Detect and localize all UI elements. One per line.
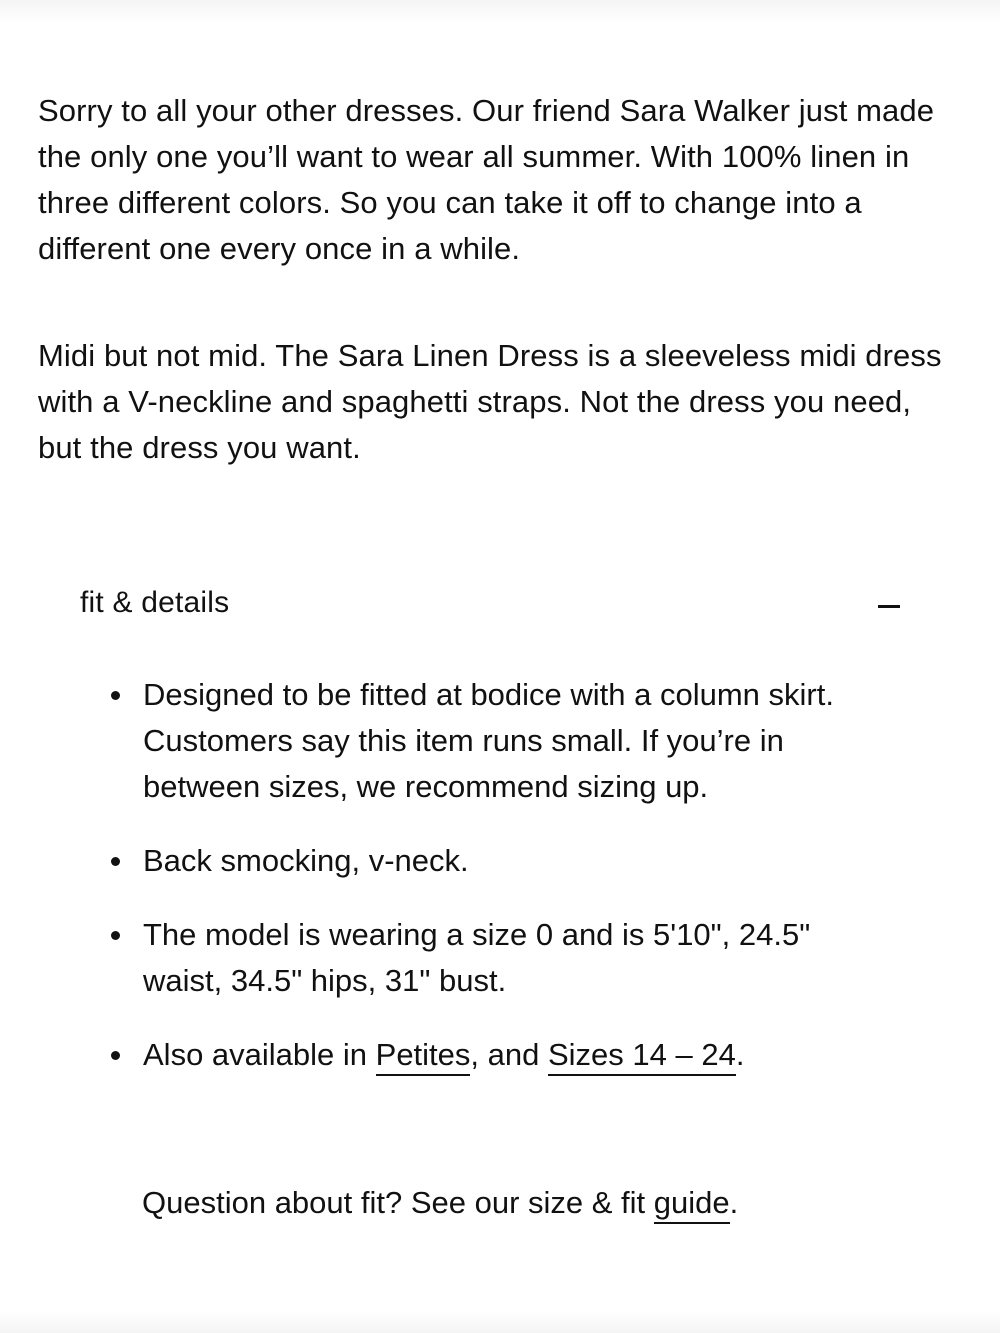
description-paragraph: Midi but not mid. The Sara Linen Dress is a sleeveless midi dress with a V-neckline and spaghetti straps. Not the dress you need, but the dress you want. [38, 338, 942, 465]
bullet-icon [111, 931, 120, 940]
minus-icon[interactable] [878, 605, 900, 608]
fit-details-title: fit & details [80, 586, 230, 619]
bullet-icon [111, 1051, 120, 1060]
fit-question [142, 1180, 738, 1226]
availability-middle: , and [470, 1037, 548, 1072]
list-item-text: The model is wearing a size 0 and is 5'10", 24.5" waist, 34.5" hips, 31" bust. [143, 917, 811, 998]
list-item [100, 1032, 890, 1078]
fit-question-suffix: . [729, 1185, 739, 1220]
list-item [100, 912, 890, 1004]
fit-details-accordion-header[interactable] [80, 578, 900, 628]
description-paragraph: Sorry to all your other dresses. Our friend Sara Walker just made the only one you’ll want to wear all summer. With 100% linen in three different colors. So you can take it off to change into a different one every once in a while. [38, 93, 935, 266]
list-item [100, 672, 890, 810]
list-item [100, 838, 890, 884]
availability-prefix: Also available in [143, 1037, 376, 1072]
list-item-text: Back smocking, v-neck. [143, 843, 469, 878]
sizes-14-24-link[interactable]: Sizes 14 – 24 [548, 1037, 736, 1076]
list-item-text: Designed to be fitted at bodice with a column skirt. Customers say this item runs small. If you’re in between sizes, we recommend sizing up. [143, 677, 834, 804]
bullet-icon [111, 857, 120, 866]
fit-details-list [100, 672, 890, 1106]
top-edge-shadow [0, 0, 1000, 22]
product-description [38, 88, 958, 471]
bullet-icon [111, 691, 120, 700]
fit-question-prefix: Question about fit? See our size & fit [142, 1185, 654, 1220]
availability-suffix: . [735, 1037, 745, 1072]
petites-link[interactable]: Petites [376, 1037, 471, 1076]
bottom-edge-shadow [0, 1311, 1000, 1333]
size-fit-guide-link[interactable]: guide [654, 1185, 730, 1224]
